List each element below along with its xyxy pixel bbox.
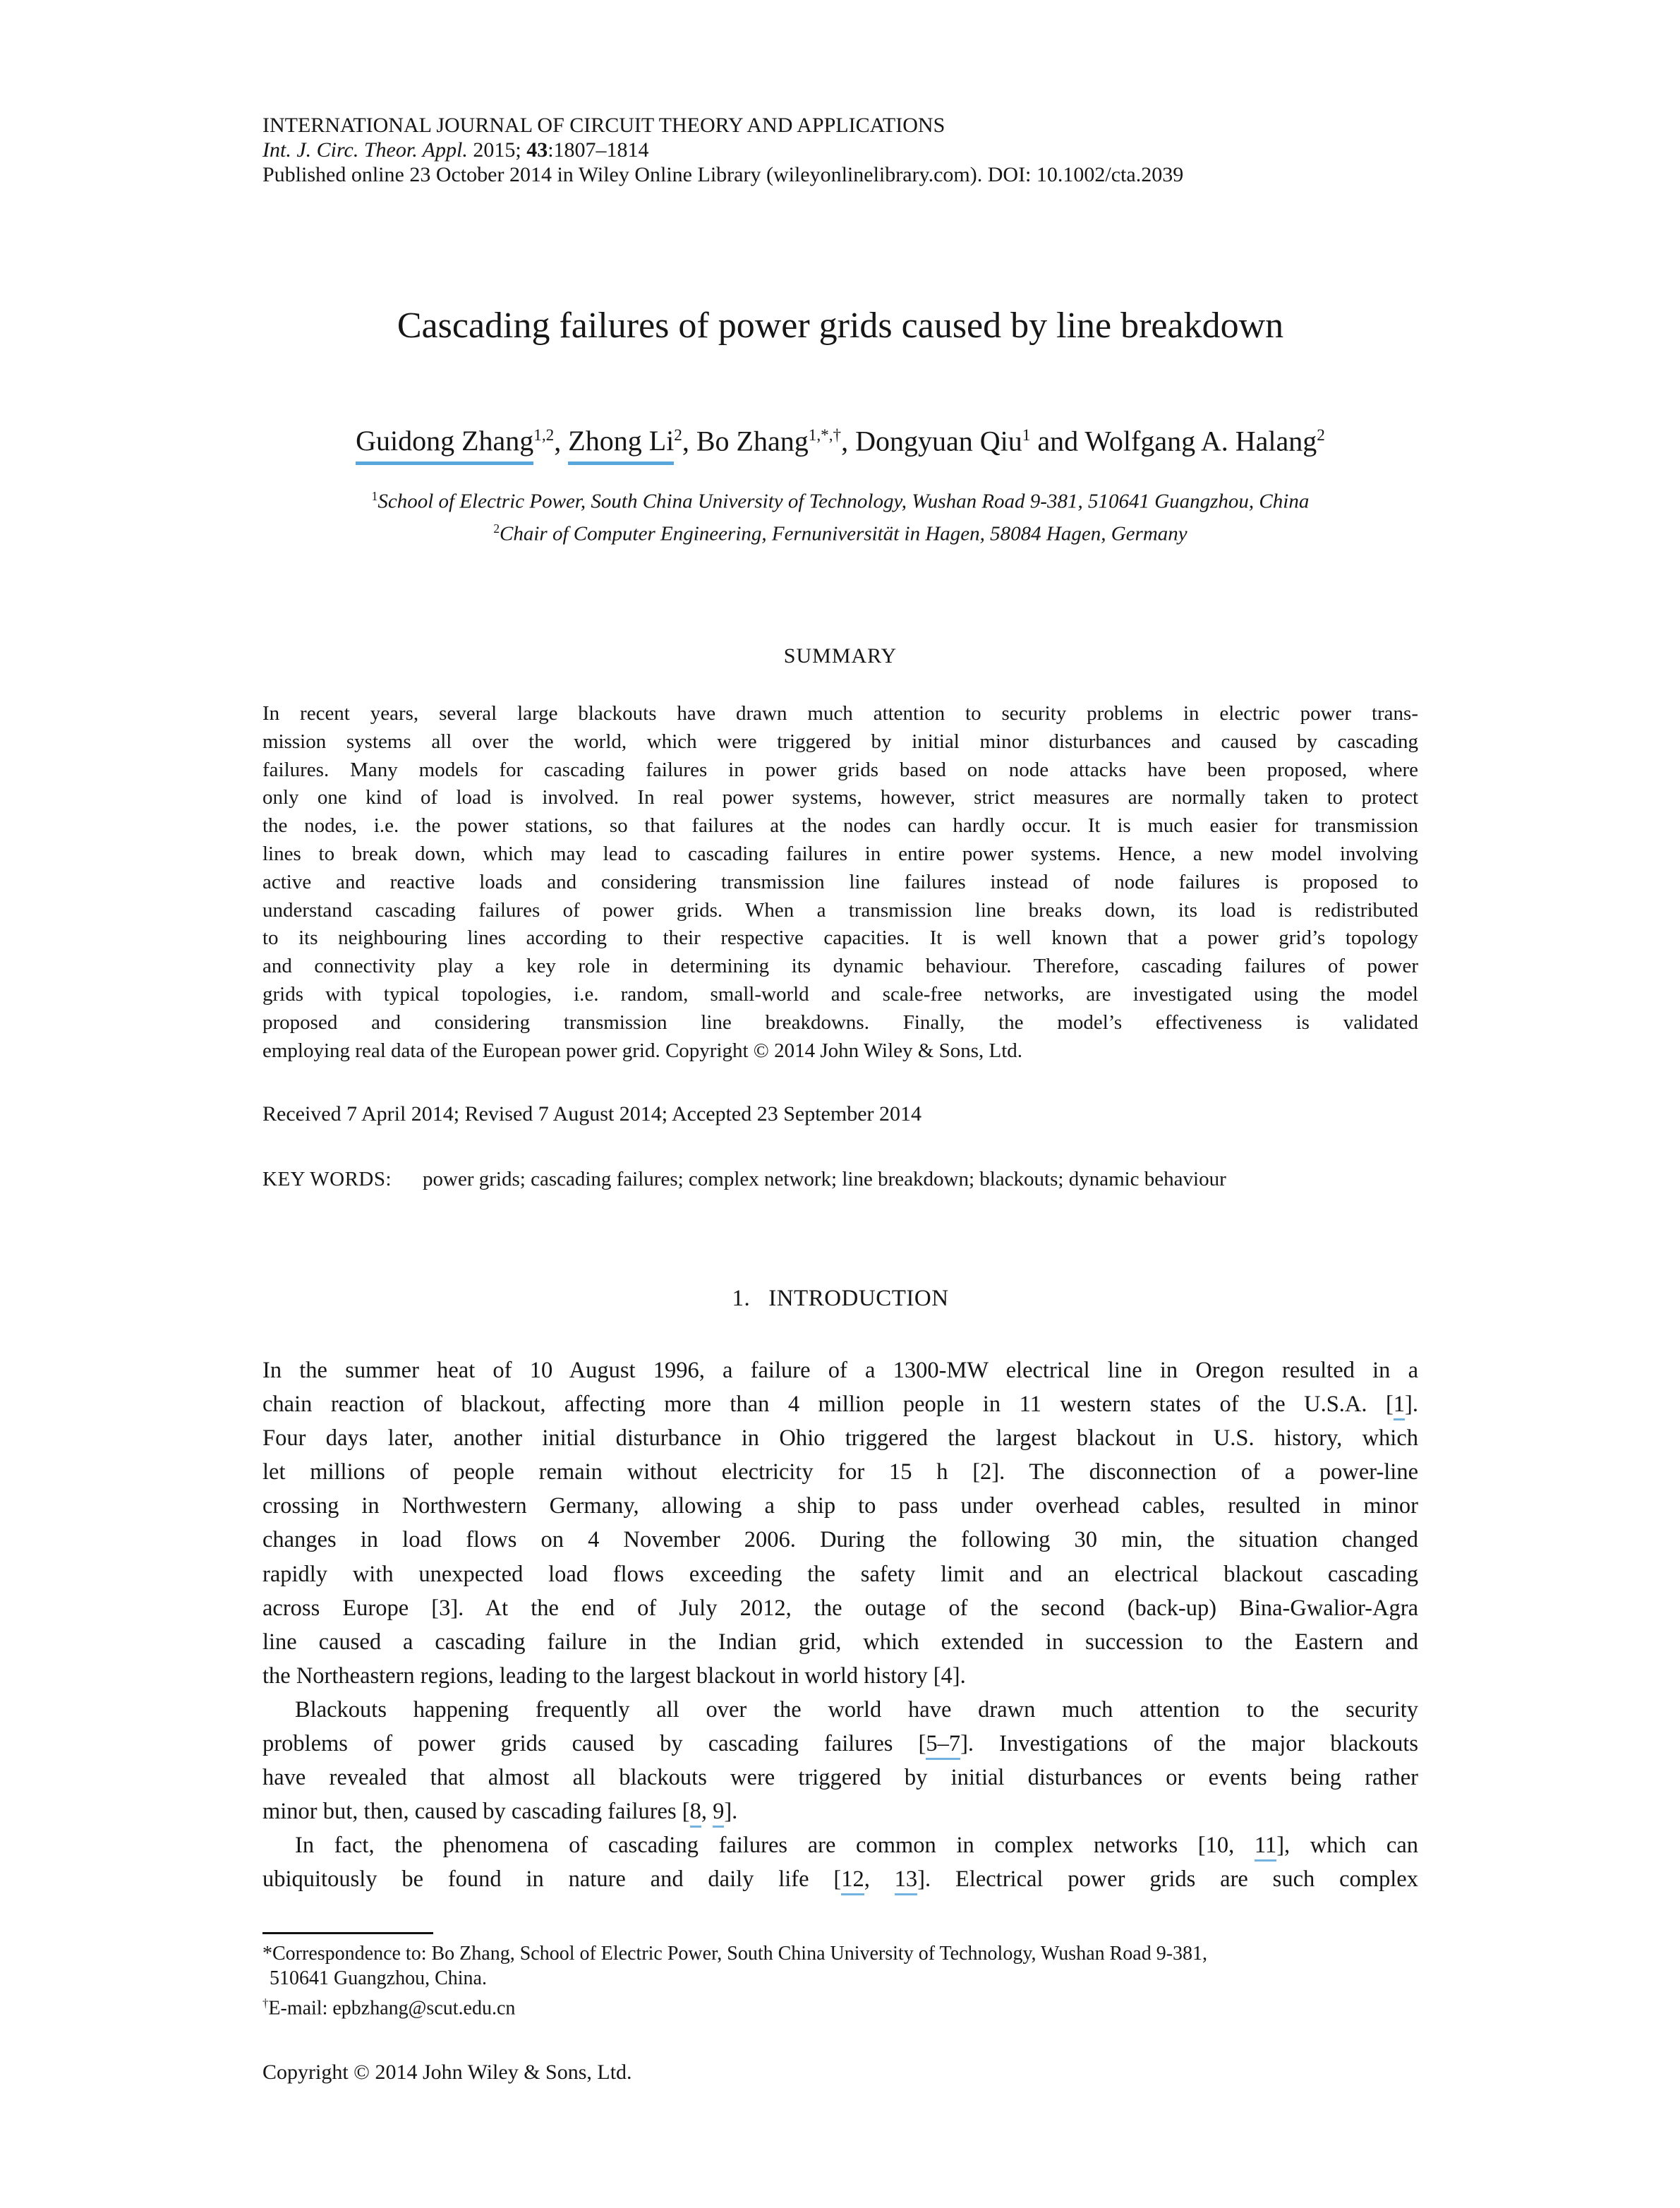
summary-text-line: mission systems all over the world, which were triggered by initial minor disturbances and caused by cascading (262, 730, 1418, 753)
body-text-line: crossing in Northwestern Germany, allowing a ship to pass under overhead cables, resulted in minor (262, 1493, 1418, 1519)
summary-text-line: the nodes, i.e. the power stations, so that failures at the nodes can hardly occur. It is much easier for transmission (262, 814, 1418, 838)
body-text-line: rapidly with unexpected load flows exceeding the safety limit and an electrical blackout cascading (262, 1561, 1418, 1587)
journal-name: INTERNATIONAL JOURNAL OF CIRCUIT THEORY AND APPLICATIONS (262, 114, 945, 137)
keywords-text: power grids; cascading failures; complex network; line breakdown; blackouts; dynamic behaviour (423, 1168, 1226, 1190)
citation-link[interactable]: 12 (841, 1866, 864, 1895)
summary-text-line: and connectivity play a key role in determining its dynamic behaviour. Therefore, cascading failures of power (262, 955, 1418, 978)
body-text-line: problems of power grids caused by cascading failures [5–7]. Investigations of the major blackouts (262, 1727, 1418, 1761)
footnote-line: *Correspondence to: Bo Zhang, School of Electric Power, South China University of Technology, Wushan Road 9-381, (262, 1943, 1208, 1965)
journal-citation-volume: 43 (526, 138, 548, 162)
author-name: Bo Zhang (696, 425, 809, 457)
body-text-line: Blackouts happening frequently all over the world have drawn much attention to the security (295, 1696, 1418, 1723)
author-superscript: 1,*,† (808, 426, 842, 445)
summary-text-line: failures. Many models for cascading failures in power grids based on node attacks have been proposed, where (262, 758, 1418, 781)
journal-citation-pages: :1807–1814 (548, 138, 649, 162)
body-text-line: changes in load flows on 4 November 2006. During the following 30 min, the situation changed (262, 1527, 1418, 1553)
author-name: Wolfgang A. Halang (1084, 425, 1317, 457)
paragraph (262, 1693, 1418, 1828)
summary-text-line: grids with typical topologies, i.e. random, small-world and scale-free networks, are investigated using the model (262, 982, 1418, 1006)
summary-text-line: understand cascading failures of power grids. When a transmission line breaks down, its load is redistributed (262, 898, 1418, 922)
summary-text-line: lines to break down, which may lead to cascading failures in entire power systems. Hence, a new model involving (262, 842, 1418, 865)
summary-text-line: to its neighbouring lines according to their respective capacities. It is well known that a power grid’s topology (262, 927, 1418, 950)
body-text-line: across Europe [3]. At the end of July 2012, the outage of the second (back-up) Bina-Gwalior-Agra (262, 1595, 1418, 1621)
body-text-line: In the summer heat of 10 August 1996, a failure of a 1300-MW electrical line in Oregon resulted in a (262, 1358, 1418, 1383)
affiliations (262, 483, 1418, 547)
body-text-line: let millions of people remain without electricity for 15 h [2]. The disconnection of a power-line (262, 1459, 1418, 1485)
footnote-superscript: † (262, 1996, 269, 2010)
section-heading-introduction (262, 1284, 1418, 1313)
citation-link[interactable]: 9 (713, 1799, 724, 1828)
body-text-line: minor but, then, caused by cascading failures [8, 9]. (262, 1794, 1418, 1828)
journal-published-line: Published online 23 October 2014 in Wiley Online Library (wileyonlinelibrary.com). DOI: 10.1002/cta.2039 (262, 163, 1184, 186)
summary-text-line: In recent years, several large blackouts have drawn much attention to security problems in electric power trans- (262, 702, 1418, 725)
received-line: Received 7 April 2014; Revised 7 August 2014; Accepted 23 September 2014 (262, 1102, 922, 1126)
keywords-line (262, 1166, 1418, 1192)
body-text-line: have revealed that almost all blackouts were triggered by initial disturbances or events being rather (262, 1765, 1418, 1791)
footnote-divider (262, 1932, 433, 1934)
paper-title: Cascading failures of power grids caused by line breakdown (397, 306, 1284, 346)
author-superscript: 2 (674, 426, 682, 445)
keywords-label: KEY WORDS: (262, 1168, 392, 1190)
author-link[interactable]: Guidong Zhang (356, 425, 533, 465)
body-text-line: chain reaction of blackout, affecting more than 4 million people in 11 western states of the U.S.A. [1]. (262, 1387, 1418, 1421)
journal-citation (262, 138, 1418, 162)
body-text-line: In fact, the phenomena of cascading failures are common in complex networks [10, 11], which can (262, 1828, 1418, 1862)
summary-text-line: active and reactive loads and considering transmission line failures instead of node failures is proposed to (262, 870, 1418, 893)
body-text-line: ubiquitously be found in nature and daily life [12, 13]. Electrical power grids are such complex (262, 1862, 1418, 1896)
summary-text-line: proposed and considering transmission line breakdowns. Finally, the model’s effectiveness is validated (262, 1011, 1418, 1034)
summary-heading: SUMMARY (783, 644, 898, 668)
body-text-line: Four days later, another initial disturbance in Ohio triggered the largest blackout in U.S. history, which (262, 1425, 1418, 1452)
footnote (262, 1941, 1418, 2020)
author-superscript: 1,2 (533, 426, 555, 445)
citation-link[interactable]: 5–7 (926, 1731, 960, 1760)
introduction-body (262, 1353, 1418, 1897)
footnote-line: 510641 Guangzhou, China. (270, 1967, 487, 1989)
affiliation-item: $^1$School of Electric Power, South China University of Technology, Wushan Road 9-381, 510641 Guangzhou, China (371, 489, 1310, 513)
body-text-line: the Northeastern regions, leading to the largest blackout in world history [4]. (262, 1663, 966, 1689)
section-title: INTRODUCTION (768, 1286, 949, 1311)
body-text-line: line caused a cascading failure in the Indian grid, which extended in succession to the Eastern and (262, 1629, 1418, 1655)
authors-line: Guidong Zhang$^{1,2}$, Zhong Li$^2$, Bo Zhang$^{1,*,\dagger}$, Dongyuan Qiu$^1$ and Wolfgang A. Halang$^2$ (262, 418, 1418, 459)
copyright-line: Copyright © 2014 John Wiley & Sons, Ltd. (262, 2061, 632, 2084)
citation-link[interactable]: 13 (895, 1866, 918, 1895)
summary-text-line: only one kind of load is involved. In real power systems, however, strict measures are normally taken to protect (262, 786, 1418, 809)
author-link[interactable]: Zhong Li (568, 425, 674, 465)
citation-link[interactable]: 1 (1394, 1392, 1405, 1420)
paragraph (262, 1828, 1418, 1896)
journal-header (262, 113, 1418, 187)
affiliation-item: $^2$Chair of Computer Engineering, Fernuniversität in Hagen, 58084 Hagen, Germany (493, 521, 1188, 545)
paragraph (262, 1353, 1418, 1693)
author-name: Dongyuan Qiu (855, 425, 1022, 457)
citation-link[interactable]: 11 (1255, 1833, 1276, 1862)
summary-text-line: employing real data of the European power grid. Copyright © 2014 John Wiley & Sons, Ltd. (262, 1039, 1023, 1062)
journal-citation-year: 2015; (467, 138, 527, 162)
affiliation-superscript: 2 (493, 521, 500, 536)
journal-citation-abbrev: Int. J. Circ. Theor. Appl. (262, 138, 468, 162)
author-superscript: 2 (1317, 426, 1325, 445)
citation-link[interactable]: 8 (690, 1799, 701, 1828)
affiliation-superscript: 1 (371, 489, 378, 503)
author-superscript: 1 (1022, 426, 1031, 445)
summary-body (262, 700, 1418, 1065)
section-number: 1. (732, 1286, 751, 1311)
footnote-line: †E-mail: epbzhang@scut.edu.cn (262, 1996, 516, 2020)
